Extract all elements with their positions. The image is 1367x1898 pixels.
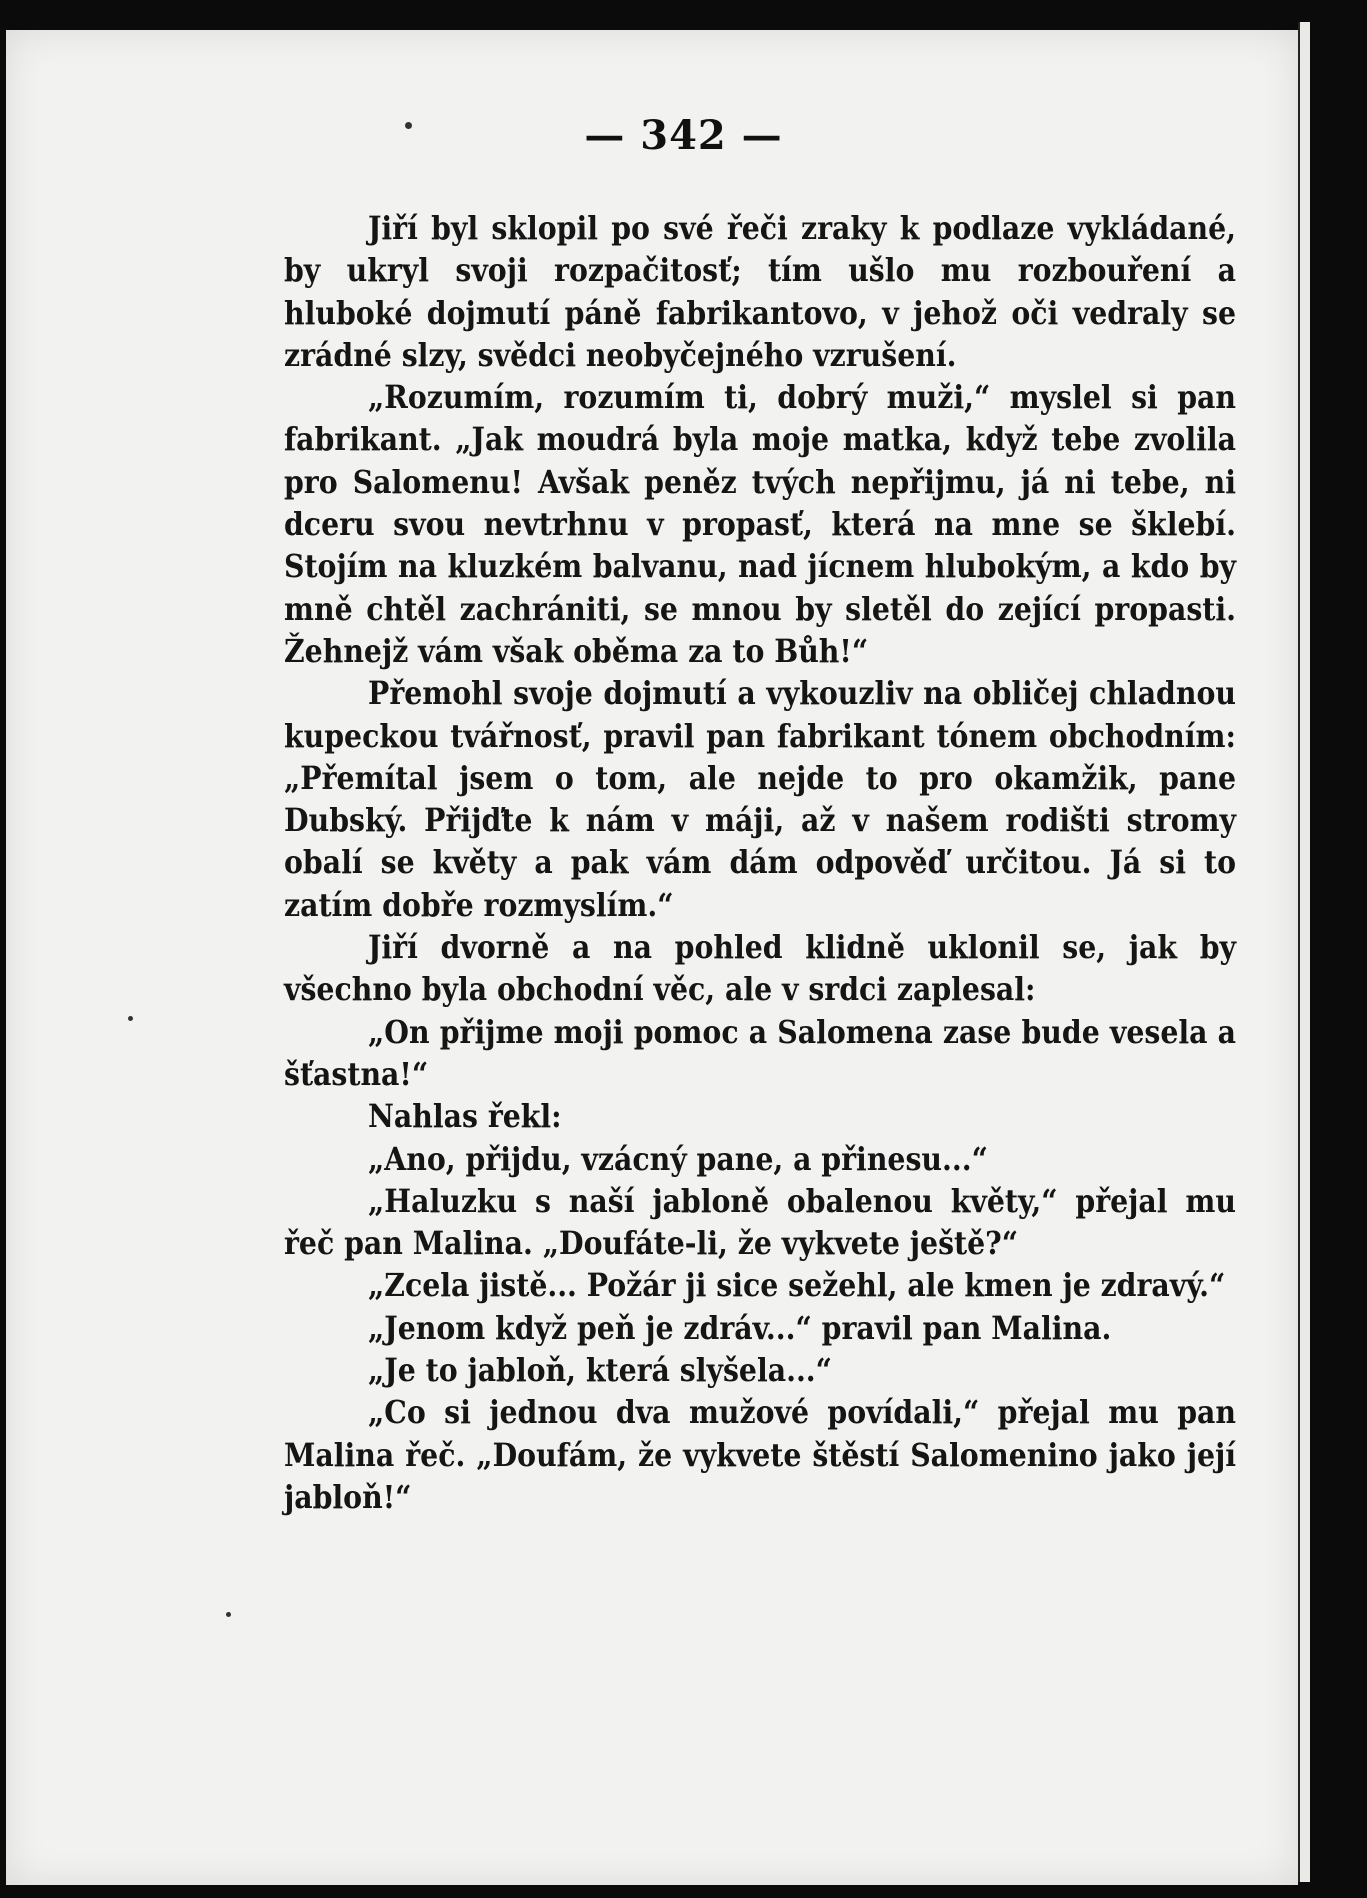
ink-speck <box>128 1016 133 1021</box>
paragraph: Přemohl svoje dojmutí a vykouzliv na obličej chladnou kupeckou tvářnosť, pravil pan fabrikant tónem obchodním: „Přemítal jsem o tom, ale nejde to pro okamžik, pane Dubský. Přijďte k nám v máji, až v našem rodišti stromy obalí se květy a pak vám dám odpověď určitou. Já si to zatím dobře rozmyslím.“ <box>284 675 1236 924</box>
paragraph: „Co si jednou dva mužové povídali,“ přejal mu pan Malina řeč. „Doufám, že vykvete štěstí Salomenino jako její jabloň!“ <box>284 1394 1236 1516</box>
ink-speck <box>226 1612 231 1617</box>
paragraph: „Haluzku s naší jabloně obalenou květy,“ přejal mu řeč pan Malina. „Doufáte-li, že vykvete ještě?“ <box>284 1182 1236 1263</box>
page-number: — 342 — <box>584 112 783 159</box>
page-edge <box>1298 22 1310 1882</box>
paragraph: „Jenom když peň je zdráv...“ pravil pan Malina. <box>368 1309 1112 1347</box>
body-text <box>284 208 1236 1519</box>
paragraph: Nahlas řekl: <box>368 1098 562 1136</box>
paragraph: „Ano, přijdu, vzácný pane, a přinesu...“ <box>368 1140 988 1178</box>
paragraph: „Rozumím, rozumím ti, dobrý muži,“ myslel si pan fabrikant. „Jak moudrá byla moje matka, když tebe zvolila pro Salomenu! Avšak peněz tvých nepřijmu, já ni tebe, ni dceru svou nevtrhnu v propasť, která na mne se šklebí. Stojím na kluzkém balvanu, nad jícnem hlubokým, a kdo by mně chtěl zachrániti, se mnou by sletěl do zející propasti. Žehnejž vám však oběma za to Bůh!“ <box>284 379 1236 670</box>
paragraph: Jiří dvorně a na pohled klidně uklonil se, jak by všechno byla obchodní věc, ale v srdci zaplesal: <box>284 929 1236 1009</box>
paragraph: „On přijme moji pomoc a Salomena zase bude vesela a šťastna!“ <box>284 1013 1236 1093</box>
paragraph: „Je to jabloň, která slyšela...“ <box>368 1352 832 1390</box>
paragraph: Jiří byl sklopil po své řeči zraky k podlaze vykládané, by ukryl svoji rozpačitosť; tím ušlo mu rozbouření a hluboké dojmutí páně fabrikantovo, v jehož oči vedraly se zrádné slzy, svědci neobyčejného vzrušení. <box>284 210 1236 374</box>
paragraph: „Zcela jistě... Požár ji sice sežehl, ale kmen je zdravý.“ <box>368 1267 1226 1305</box>
